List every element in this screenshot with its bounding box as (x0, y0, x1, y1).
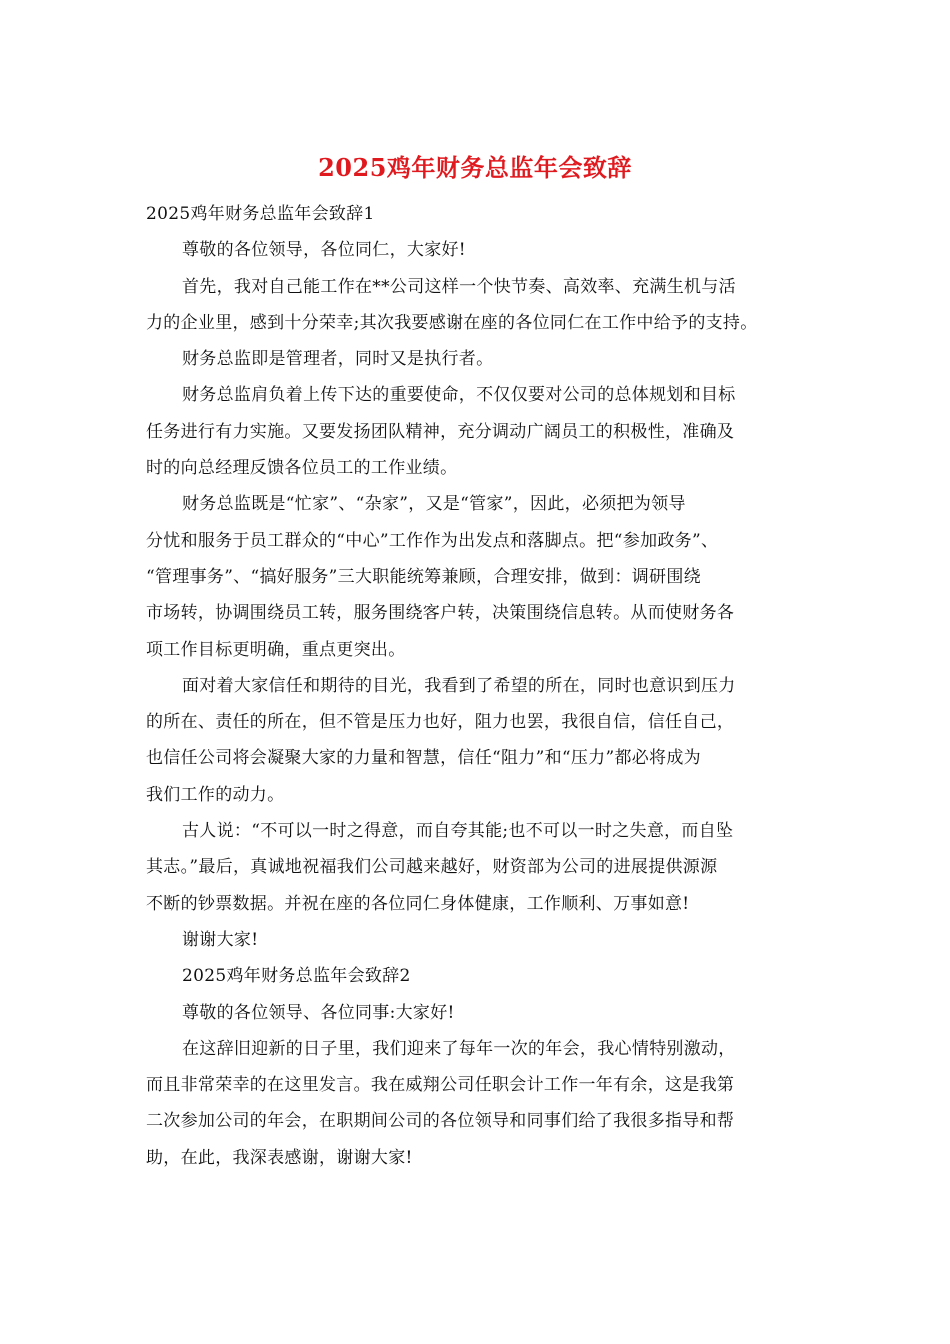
text-line: 财务总监即是管理者，同时又是执行者。 (182, 349, 494, 370)
text-line: 其志。”最后，真诚地祝福我们公司越来越好，财资部为公司的进展提供源源 (146, 857, 718, 878)
document-body (146, 196, 826, 1176)
text-line: 古人说：“不可以一时之得意，而自夸其能;也不可以一时之失意，而自坠 (182, 821, 734, 842)
text-line: 市场转，协调围绕员工转，服务围绕客户转，决策围绕信息转。从而使财务各 (146, 603, 735, 624)
text-line: 尊敬的各位领导，各位同仁，大家好! (182, 240, 466, 261)
text-line: 财务总监肩负着上传下达的重要使命，不仅仅要对公司的总体规划和目标 (182, 385, 736, 406)
text-line: 分忧和服务于员工群众的“中心”工作作为出发点和落脚点。把“参加政务”、 (146, 530, 719, 551)
text-line: 时的向总经理反馈各位员工的工作业绩。 (146, 458, 458, 479)
text-line: 在这辞旧迎新的日子里，我们迎来了每年一次的年会，我心情特别激动， (182, 1038, 736, 1059)
text-line: 二次参加公司的年会，在职期间公司的各位领导和同事们给了我很多指导和帮 (146, 1111, 735, 1132)
document-title: 2025鸡年财务总监年会致辞 (318, 153, 632, 182)
text-line: 项工作目标更明确，重点更突出。 (146, 639, 406, 660)
text-line: 任务进行有力实施。又要发扬团队精神，充分调动广阔员工的积极性，准确及 (146, 421, 735, 442)
text-line: 财务总监既是“忙家”、“杂家”，又是“管家”，因此，必须把为领导 (182, 494, 686, 515)
text-line: 而且非常荣幸的在这里发言。我在威翔公司任职会计工作一年有余，这是我第 (146, 1075, 735, 1096)
text-line: 的所在、责任的所在，但不管是压力也好，阻力也罢，我很自信，信任自己， (146, 712, 735, 733)
text-line: 2025鸡年财务总监年会致辞2 (182, 966, 411, 987)
text-line: 面对着大家信任和期待的目光，我看到了希望的所在，同时也意识到压力 (182, 675, 736, 696)
text-line: “管理事务”、“搞好服务”三大职能统筹兼顾，合理安排，做到：调研围绕 (146, 566, 701, 587)
text-line: 也信任公司将会凝聚大家的力量和智慧，信任“阻力”和“压力”都必将成为 (146, 748, 701, 769)
text-line: 助，在此，我深表感谢，谢谢大家! (146, 1147, 413, 1168)
text-line: 首先，我对自己能工作在**公司这样一个快节奏、高效率、充满生机与活 (182, 276, 736, 297)
text-line: 谢谢大家! (182, 929, 259, 950)
text-line: 尊敬的各位领导、各位同事:大家好! (182, 1002, 455, 1023)
text-line: 力的企业里，感到十分荣幸;其次我要感谢在座的各位同仁在工作中给予的支持。 (146, 312, 758, 333)
text-line: 我们工作的动力。 (146, 784, 285, 805)
text-line: 不断的钞票数据。并祝在座的各位同仁身体健康，工作顺利、万事如意! (146, 893, 690, 914)
text-line: 2025鸡年财务总监年会致辞1 (146, 204, 375, 224)
